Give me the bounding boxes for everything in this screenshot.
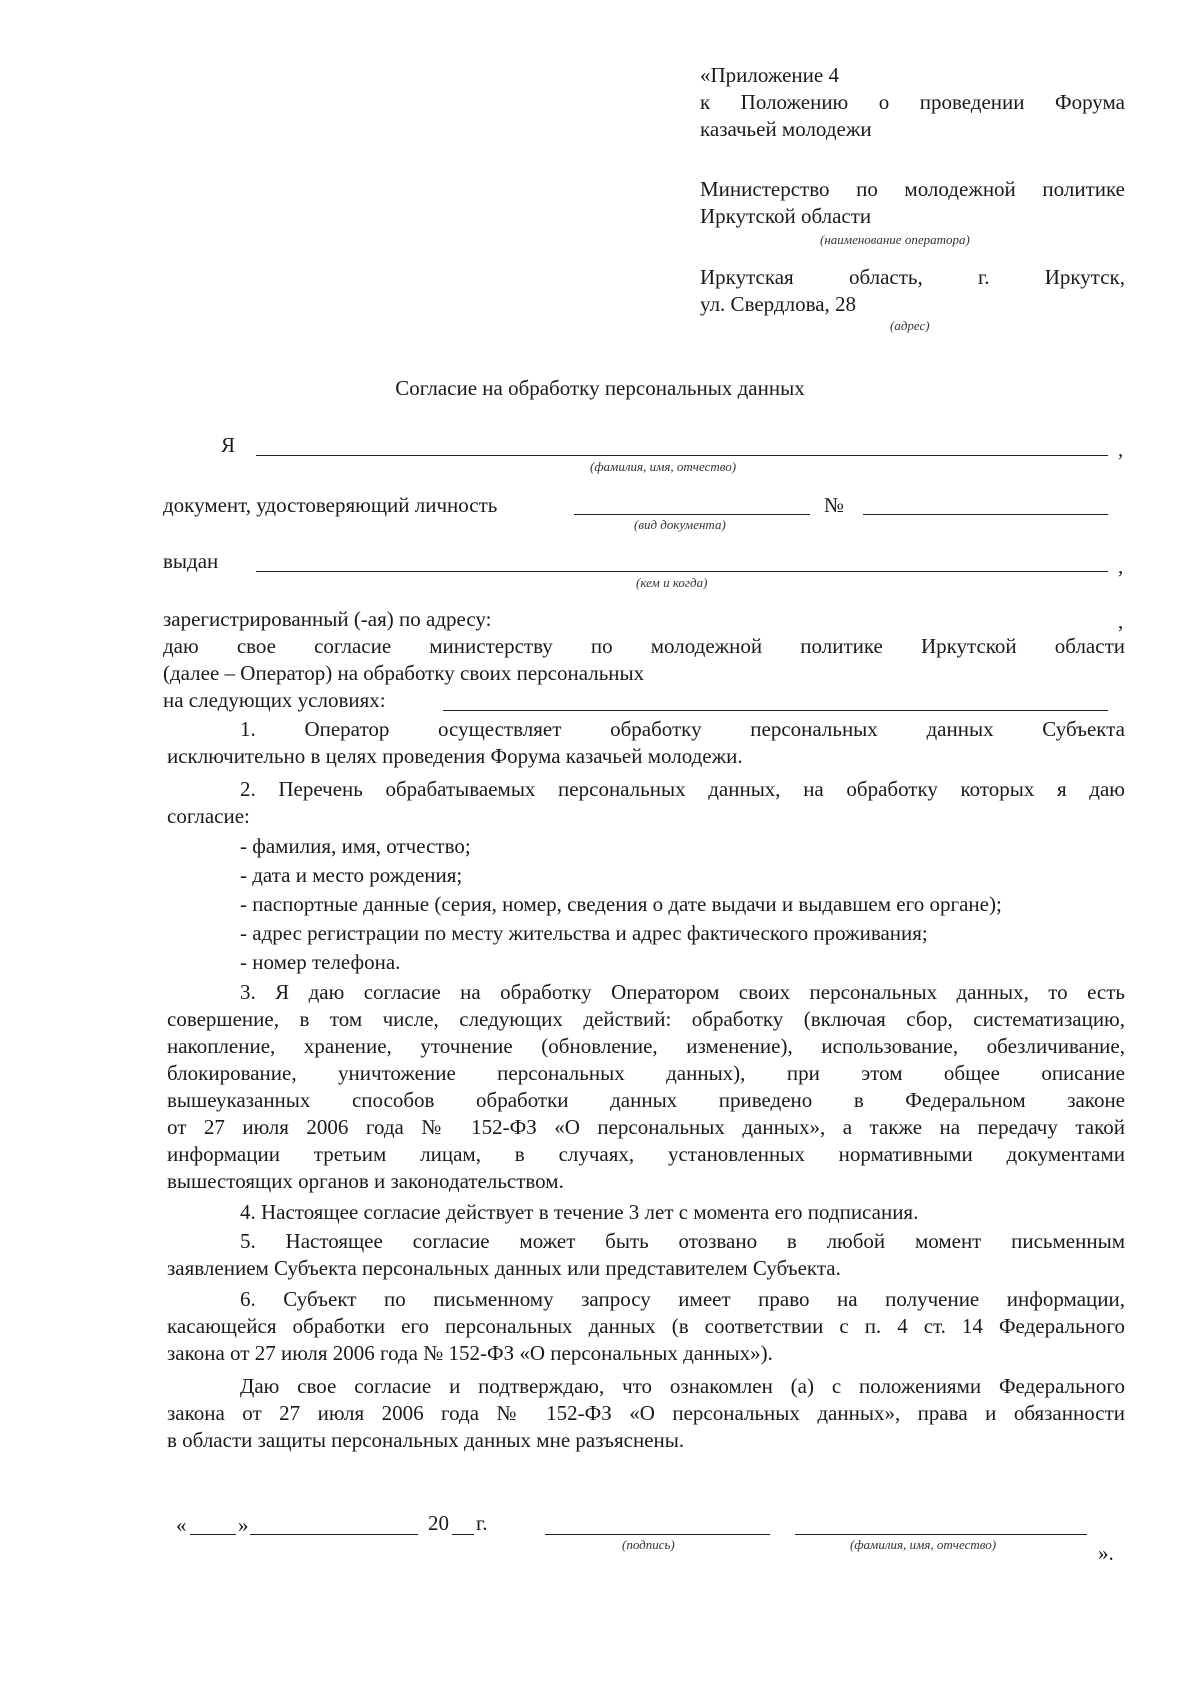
- document-end-mark: ».: [1098, 1541, 1114, 1565]
- address-part-oblast: область,: [848, 265, 923, 289]
- address-caption: (адрес): [890, 318, 930, 333]
- operator-line-2: Иркутской области: [700, 204, 872, 228]
- clause-5-line-1: 5. Настоящее согласие может быть отозвано в любой момент письменным: [240, 1229, 1125, 1253]
- document-type-underline: [574, 514, 810, 515]
- registered-comma: ,: [1118, 609, 1124, 633]
- address-line-2: ул. Свердлова, 28: [700, 292, 857, 316]
- signature-fio-underline: [795, 1534, 1087, 1535]
- clause-5-line-2: заявлением Субъекта персональных данных или представителем Субъекта.: [167, 1256, 841, 1280]
- clause-6-line: касающейся обработки его персональных данных (в соответствии с п. 4 ст. 14 Федерального: [167, 1314, 1125, 1338]
- fio-caption: (фамилия, имя, отчество): [590, 459, 737, 474]
- conditions-label: на следующих условиях:: [163, 688, 386, 712]
- document-number-underline: [863, 514, 1108, 515]
- address-line-1: [700, 264, 1125, 290]
- i-label: Я: [221, 433, 236, 457]
- final-line: в области защиты персональных данных мне разъяснены.: [167, 1428, 685, 1452]
- clause-6-line: 6. Субъект по письменному запросу имеет право на получение информации,: [240, 1287, 1125, 1311]
- clause-2-item: - дата и место рождения;: [240, 863, 463, 887]
- clause-3-line: вышеуказанных способов обработки данных приведено в Федеральном законе: [167, 1088, 1125, 1112]
- fio-comma: ,: [1118, 437, 1124, 461]
- clause-2-item: - номер телефона.: [240, 950, 401, 974]
- issued-underline: [256, 571, 1108, 572]
- clause-3-line: 3. Я даю согласие на обработку Оператором своих персональных данных, то есть: [240, 980, 1125, 1004]
- clause-2-line-2: согласие:: [167, 804, 250, 828]
- issued-caption: (кем и когда): [636, 575, 708, 590]
- clause-4: 4. Настоящее согласие действует в течение 3 лет с момента его подписания.: [240, 1200, 919, 1224]
- address-part-g: г.: [977, 265, 990, 289]
- clause-3-line: накопление, хранение, уточнение (обновление, изменение), использование, обезличивание,: [167, 1034, 1125, 1058]
- appendix-line-2: к Положению о проведении Форума: [700, 90, 1125, 114]
- document-caption: (вид документа): [634, 517, 726, 532]
- clause-2-item: - фамилия, имя, отчество;: [240, 834, 471, 858]
- address-part-region: Иркутская: [700, 265, 794, 289]
- operator-line-1: Министерство по молодежной политике: [700, 177, 1125, 201]
- date-year-underline: [452, 1534, 474, 1535]
- clause-3-line: блокирование, уничтожение персональных данных), при этом общее описание: [167, 1061, 1125, 1085]
- clause-2-item: - адрес регистрации по месту жительства и адрес фактического проживания;: [240, 921, 928, 945]
- consent-line-1: даю свое согласие министерству по молодежной политике Иркутской области: [163, 634, 1125, 658]
- appendix-title: «Приложение 4: [700, 63, 839, 87]
- issued-comma: ,: [1118, 554, 1124, 578]
- date-day-underline: [190, 1534, 236, 1535]
- date-month-underline: [250, 1534, 418, 1535]
- clause-2-line-1: 2. Перечень обрабатываемых персональных данных, на обработку которых я даю: [240, 777, 1125, 801]
- number-sign: №: [824, 493, 845, 517]
- appendix-line-3: казачьей молодежи: [700, 117, 872, 141]
- address-part-city: Иркутск,: [1044, 265, 1125, 289]
- clause-3-line: информации третьим лицам, в случаях, установленных нормативными документами: [167, 1142, 1125, 1166]
- clause-1-line-2: исключительно в целях проведения Форума казачьей молодежи.: [167, 744, 743, 768]
- clause-3-line: совершение, в том числе, следующих действий: обработку (включая сбор, систематизацию,: [167, 1007, 1125, 1031]
- final-line: закона от 27 июля 2006 года № 152-ФЗ «О персональных данных», права и обязанности: [167, 1401, 1125, 1425]
- document-title: Согласие на обработку персональных данных: [395, 376, 805, 400]
- clause-1-line-1: 1. Оператор осуществляет обработку персональных данных Субъекта: [240, 717, 1125, 741]
- signature-caption: (подпись): [622, 1537, 675, 1552]
- registered-label: зарегистрированный (-ая) по адресу:: [163, 607, 492, 631]
- date-open-quote: «: [176, 1513, 187, 1537]
- signature-underline: [545, 1534, 770, 1535]
- date-year-prefix: 20: [428, 1511, 449, 1535]
- signature-fio-caption: (фамилия, имя, отчество): [850, 1537, 997, 1552]
- fio-underline: [256, 455, 1108, 456]
- document-label: документ, удостоверяющий личность: [163, 493, 498, 517]
- clause-6-line: закона от 27 июля 2006 года № 152-ФЗ «О персональных данных»).: [167, 1341, 773, 1365]
- clause-3-line: от 27 июля 2006 года № 152-ФЗ «О персональных данных», а также на передачу такой: [167, 1115, 1125, 1139]
- final-line: Даю свое согласие и подтверждаю, что ознакомлен (а) с положениями Федерального: [240, 1374, 1125, 1398]
- date-close-quote: »: [238, 1513, 249, 1537]
- issued-label: выдан: [163, 549, 219, 573]
- clause-3-line: вышестоящих органов и законодательством.: [167, 1169, 564, 1193]
- date-year-suffix: г.: [476, 1511, 488, 1535]
- conditions-underline: [443, 710, 1108, 711]
- clause-2-item: - паспортные данные (серия, номер, сведения о дате выдачи и выдавшем его органе);: [240, 892, 1002, 916]
- operator-caption: (наименование оператора): [820, 232, 970, 247]
- consent-line-2: (далее – Оператор) на обработку своих персональных: [163, 661, 645, 685]
